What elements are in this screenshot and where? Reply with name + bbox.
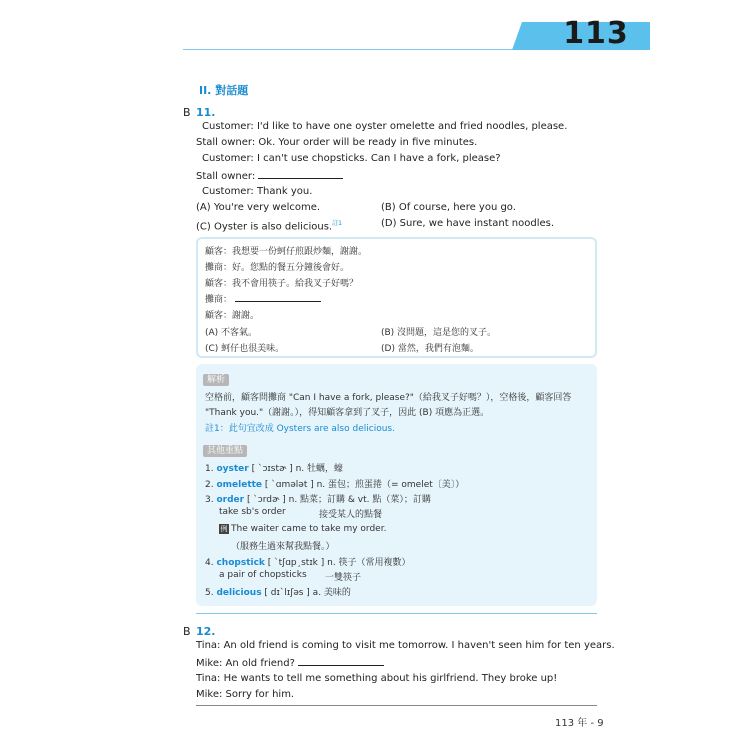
vocab-item-chopstick bbox=[205, 555, 411, 568]
explanation-tag: 解析 bbox=[203, 374, 229, 386]
example-text: The waiter came to take my order. bbox=[231, 524, 387, 534]
translation-line-blank bbox=[205, 292, 321, 305]
vocab-word: delicious bbox=[216, 588, 262, 598]
answer-blank bbox=[235, 292, 321, 302]
vocab-number: 2. bbox=[205, 480, 214, 490]
vocab-item-delicious bbox=[205, 585, 351, 598]
example-icon: 例 bbox=[220, 525, 228, 533]
year-number: 113 bbox=[563, 16, 629, 51]
translation-option-b: (B) 沒問題，這是您的叉子。 bbox=[381, 328, 497, 338]
phrase: a pair of chopsticks bbox=[219, 570, 307, 580]
answer-letter-12: B bbox=[183, 625, 191, 638]
speaker-label: Stall owner: bbox=[196, 171, 256, 182]
example-sentence bbox=[219, 524, 386, 534]
translation-line: 顧客：我想要一份蚵仔煎跟炒麵，謝謝。 bbox=[205, 247, 368, 257]
dialogue-line: Tina: An old friend is coming to visit me tomorrow. I haven't seen him for ten years. bbox=[196, 640, 615, 651]
answer-letter-11: B bbox=[183, 106, 191, 119]
translation-line: 顧客：謝謝。 bbox=[205, 311, 260, 321]
vocab-definition: [ ˋɔɪstɚ ] n. 牡蠣，蠔 bbox=[248, 464, 344, 474]
option-c bbox=[196, 218, 342, 232]
question-number-11: 11. bbox=[196, 106, 216, 119]
page-number: 113 年 - 9 bbox=[555, 718, 604, 729]
vocab-number: 1. bbox=[205, 464, 214, 474]
header-rule bbox=[183, 49, 523, 50]
vocab-item-omelette bbox=[205, 477, 464, 490]
phrase: take sb's order bbox=[219, 507, 286, 517]
vocab-number: 5. bbox=[205, 588, 214, 598]
dialogue-line-blank bbox=[196, 656, 384, 669]
vocab-definition: [ ˋɔrdɚ ] n. 點菜；訂購 & vt. 點（菜）；訂購 bbox=[244, 495, 431, 505]
vocab-number: 4. bbox=[205, 558, 214, 568]
dialogue-text: Mike: An old friend? bbox=[196, 658, 295, 669]
vocab-item-order bbox=[205, 492, 431, 505]
footnote-marker: 註1 bbox=[332, 220, 342, 227]
example-translation: （服務生過來幫我點餐。） bbox=[231, 542, 335, 552]
dialogue-line: Stall owner: Ok. Your order will be ready in five minutes. bbox=[196, 137, 478, 148]
vocab-definition: [ ˋtʃɑpˏstɪk ] n. 筷子（常用複數） bbox=[264, 558, 411, 568]
vocab-number: 3. bbox=[205, 495, 214, 505]
question-number-12: 12. bbox=[196, 625, 216, 638]
translation-option-c: (C) 蚵仔也很美味。 bbox=[205, 344, 285, 354]
vocab-word: omelette bbox=[216, 480, 263, 490]
translation-option-d: (D) 當然，我們有泡麵。 bbox=[381, 344, 479, 354]
phrase-translation: 一雙筷子 bbox=[325, 573, 362, 583]
phrase-translation: 接受某人的點餐 bbox=[319, 510, 383, 520]
vocab-definition: [ dɪˋlɪʃəs ] a. 美味的 bbox=[261, 588, 351, 598]
footer-rule bbox=[196, 705, 597, 706]
option-a: (A) You're very welcome. bbox=[196, 202, 321, 213]
dialogue-line-blank bbox=[196, 169, 343, 182]
key-points-tag: 其他重點 bbox=[203, 445, 247, 457]
option-c-text: (C) Oyster is also delicious. bbox=[196, 221, 333, 233]
explanation-text: "Thank you."（謝謝。），得知顧客拿到了叉子，因此 (B) 項應為正選。 bbox=[205, 408, 490, 418]
dialogue-line: Tina: He wants to tell me something about his girlfriend. They broke up! bbox=[196, 673, 558, 684]
option-b: (B) Of course, here you go. bbox=[381, 202, 516, 213]
translation-line: 顧客：我不會用筷子。給我叉子好嗎？ bbox=[205, 279, 359, 289]
question-separator bbox=[196, 613, 597, 614]
option-d: (D) Sure, we have instant noodles. bbox=[381, 218, 555, 229]
answer-blank bbox=[298, 656, 384, 666]
vocab-definition: [ ˋɑmələt ] n. 蛋包；煎蛋捲（= omelet〔美〕） bbox=[262, 480, 465, 490]
translation-line: 攤商：好。您點的餐五分鐘後會好。 bbox=[205, 263, 350, 273]
vocab-word: order bbox=[216, 495, 245, 505]
answer-blank bbox=[258, 169, 343, 179]
dialogue-line: Mike: Sorry for him. bbox=[196, 689, 295, 700]
section-title: II. 對話題 bbox=[199, 84, 249, 97]
dialogue-line: Customer: Thank you. bbox=[202, 186, 313, 197]
vocab-item-oyster bbox=[205, 461, 343, 474]
translation-option-a: (A) 不客氣。 bbox=[205, 328, 258, 338]
vocab-word: chopstick bbox=[216, 558, 265, 568]
speaker-label: 攤商： bbox=[205, 295, 233, 305]
dialogue-line: Customer: I'd like to have one oyster omelette and fried noodles, please. bbox=[202, 121, 568, 132]
explanation-note: 註1：此句宜改成 Oysters are also delicious. bbox=[205, 424, 395, 434]
dialogue-line: Customer: I can't use chopsticks. Can I have a fork, please? bbox=[202, 153, 501, 164]
explanation-text: 空格前，顧客問攤商 "Can I have a fork, please?"（給我叉子好嗎？），空格後，顧客回答 bbox=[205, 393, 572, 403]
vocab-word: oyster bbox=[216, 464, 249, 474]
